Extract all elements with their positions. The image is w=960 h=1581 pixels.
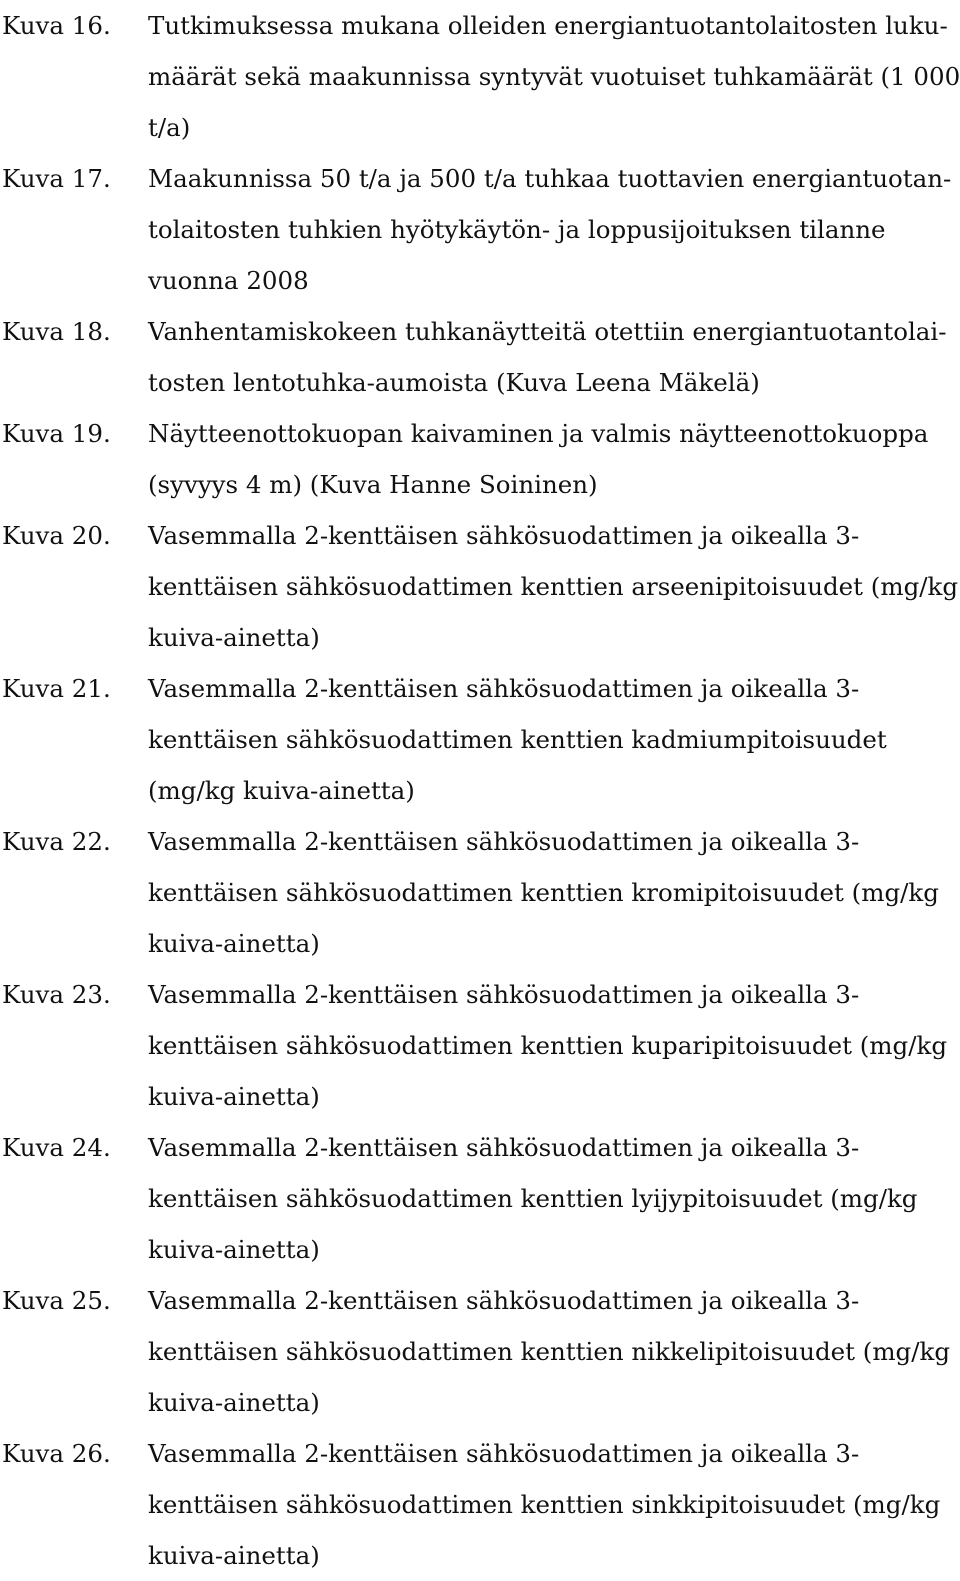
figure-label: Kuva 18. bbox=[2, 317, 111, 346]
figure-caption bbox=[148, 408, 960, 510]
caption-line: Vasemmalla 2-kenttäisen sähkösuodattimen ja oikealla 3- bbox=[148, 674, 860, 703]
caption-line: Maakunnissa 50 t/a ja 500 t/a tuhkaa tuottavien energiantuotan- bbox=[148, 164, 952, 193]
caption-line: kenttäisen sähkösuodattimen kenttien nikkelipitoisuudet (mg/kg bbox=[148, 1337, 951, 1366]
figure-caption-list bbox=[2, 0, 960, 1581]
figure-label: Kuva 21. bbox=[2, 674, 111, 703]
figure-label: Kuva 16. bbox=[2, 11, 111, 40]
figure-caption bbox=[148, 1428, 960, 1581]
figure-entry-17 bbox=[2, 153, 960, 306]
figure-label: Kuva 22. bbox=[2, 827, 111, 856]
caption-line: kenttäisen sähkösuodattimen kenttien arseenipitoisuudet (mg/kg bbox=[148, 572, 959, 601]
figure-label: Kuva 24. bbox=[2, 1133, 111, 1162]
caption-line: Vasemmalla 2-kenttäisen sähkösuodattimen ja oikealla 3- bbox=[148, 1439, 860, 1468]
figure-entry-23 bbox=[2, 969, 960, 1122]
caption-line: Näytteenottokuopan kaivaminen ja valmis näytteenottokuoppa bbox=[148, 419, 929, 448]
figure-entry-18 bbox=[2, 306, 960, 408]
caption-line: kuiva-ainetta) bbox=[148, 929, 320, 958]
caption-line: tolaitosten tuhkien hyötykäytön- ja loppusijoituksen tilanne bbox=[148, 215, 886, 244]
figure-label: Kuva 17. bbox=[2, 164, 111, 193]
caption-line: kuiva-ainetta) bbox=[148, 1082, 320, 1111]
figure-caption bbox=[148, 663, 960, 816]
caption-line: Vanhentamiskokeen tuhkanäytteitä otettiin energiantuotantolai- bbox=[148, 317, 947, 346]
caption-line: kenttäisen sähkösuodattimen kenttien kuparipitoisuudet (mg/kg bbox=[148, 1031, 948, 1060]
caption-line: (mg/kg kuiva-ainetta) bbox=[148, 776, 415, 805]
figure-caption bbox=[148, 969, 960, 1122]
caption-line: Tutkimuksessa mukana olleiden energiantuotantolaitosten luku- bbox=[148, 11, 948, 40]
figure-caption bbox=[148, 306, 960, 408]
figure-label: Kuva 25. bbox=[2, 1286, 111, 1315]
caption-line: Vasemmalla 2-kenttäisen sähkösuodattimen ja oikealla 3- bbox=[148, 1133, 860, 1162]
figure-entry-25 bbox=[2, 1275, 960, 1428]
figure-label: Kuva 26. bbox=[2, 1439, 111, 1468]
figure-entry-26 bbox=[2, 1428, 960, 1581]
figure-caption bbox=[148, 510, 960, 663]
figure-caption bbox=[148, 1122, 960, 1275]
caption-line: määrät sekä maakunnissa syntyvät vuotuiset tuhkamäärät (1 000 bbox=[148, 62, 960, 91]
caption-line: Vasemmalla 2-kenttäisen sähkösuodattimen ja oikealla 3- bbox=[148, 1286, 860, 1315]
figure-label: Kuva 19. bbox=[2, 419, 111, 448]
figure-label: Kuva 23. bbox=[2, 980, 111, 1009]
caption-line: t/a) bbox=[148, 113, 191, 142]
figure-entry-19 bbox=[2, 408, 960, 510]
caption-line: kuiva-ainetta) bbox=[148, 1541, 320, 1570]
caption-line: kenttäisen sähkösuodattimen kenttien sinkkipitoisuudet (mg/kg bbox=[148, 1490, 941, 1519]
caption-line: vuonna 2008 bbox=[148, 266, 309, 295]
figure-caption bbox=[148, 0, 960, 153]
figure-caption bbox=[148, 1275, 960, 1428]
caption-line: Vasemmalla 2-kenttäisen sähkösuodattimen ja oikealla 3- bbox=[148, 980, 860, 1009]
figure-entry-16 bbox=[2, 0, 960, 153]
figure-caption bbox=[148, 816, 960, 969]
figure-label: Kuva 20. bbox=[2, 521, 111, 550]
caption-line: kenttäisen sähkösuodattimen kenttien lyijypitoisuudet (mg/kg bbox=[148, 1184, 918, 1213]
figure-entry-20 bbox=[2, 510, 960, 663]
figure-entry-22 bbox=[2, 816, 960, 969]
caption-line: kuiva-ainetta) bbox=[148, 1235, 320, 1264]
caption-line: kenttäisen sähkösuodattimen kenttien kromipitoisuudet (mg/kg bbox=[148, 878, 939, 907]
figure-entry-24 bbox=[2, 1122, 960, 1275]
caption-line: (syvyys 4 m) (Kuva Hanne Soininen) bbox=[148, 470, 598, 499]
caption-line: tosten lentotuhka-aumoista (Kuva Leena Mäkelä) bbox=[148, 368, 760, 397]
figure-entry-21 bbox=[2, 663, 960, 816]
caption-line: Vasemmalla 2-kenttäisen sähkösuodattimen ja oikealla 3- bbox=[148, 827, 860, 856]
caption-line: Vasemmalla 2-kenttäisen sähkösuodattimen ja oikealla 3- bbox=[148, 521, 860, 550]
caption-line: kenttäisen sähkösuodattimen kenttien kadmiumpitoisuudet bbox=[148, 725, 887, 754]
figure-caption bbox=[148, 153, 960, 306]
caption-line: kuiva-ainetta) bbox=[148, 1388, 320, 1417]
caption-line: kuiva-ainetta) bbox=[148, 623, 320, 652]
